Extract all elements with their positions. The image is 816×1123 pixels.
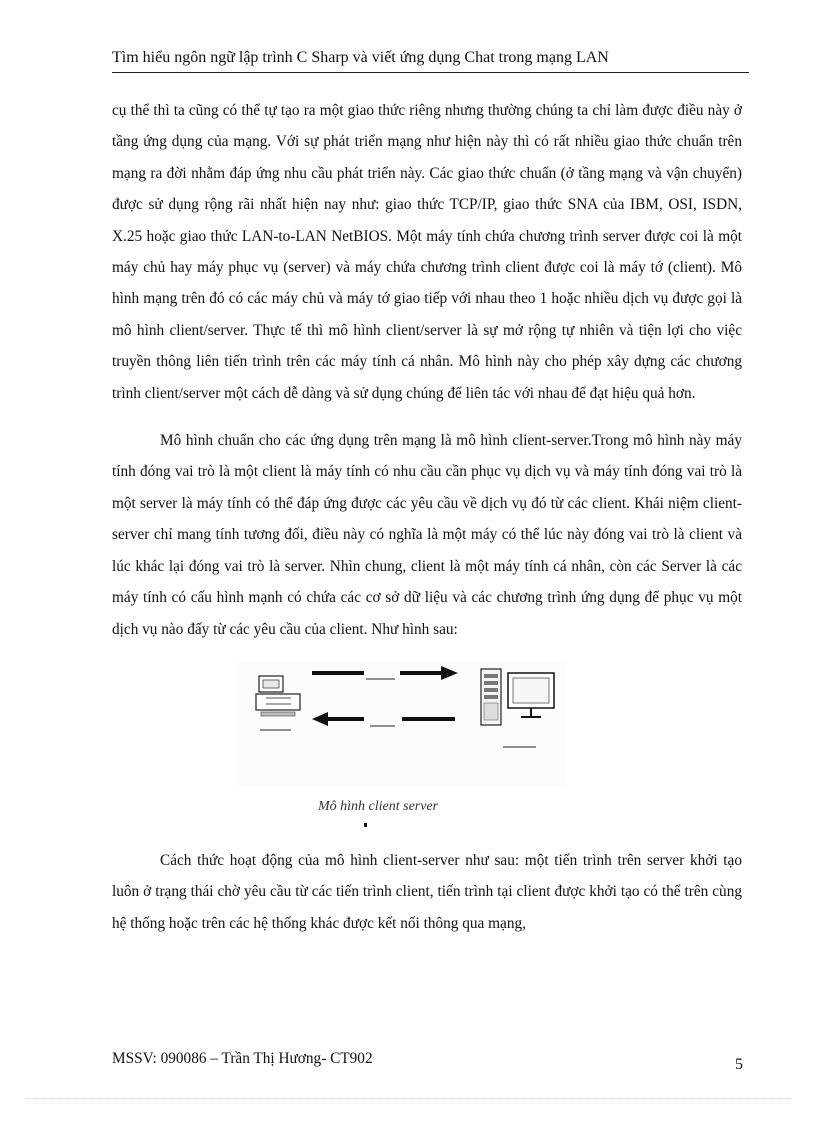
- page-number: 5: [735, 1056, 743, 1073]
- student-info: MSSV: 090086 – Trần Thị Hương- CT902: [112, 1050, 373, 1067]
- body-paragraph-2: Mô hình chuẩn cho các ứng dụng trên mạng là mô hình client-server.Trong mô hình này máy tính đóng vai trò là một client là máy tính có nhu cầu cần phục vụ dịch vụ và máy tính đóng vai trò là một server là máy tính có thể đáp ứng được các yêu cầu về dịch vụ đó từ các client. Khái niệm client-server chỉ mang tính tương đối, điều này có nghĩa là một máy có thể lúc này đóng vai trò là client và lúc khác lại đóng vai trò là server. Nhìn chung, client là một máy tính cá nhân, còn các Server là các máy tính có cấu hình mạnh có chứa các cơ sở dữ liệu và các chương trình ứng dụng để phục vụ một dịch vụ nào đấy từ các yêu cầu của client. Như hình sau:: [112, 432, 742, 638]
- figure-caption: Mô hình client server: [318, 798, 439, 814]
- server-computer-icon: [481, 669, 554, 747]
- client-server-figure: [112, 653, 742, 831]
- client-computer-icon: [256, 676, 300, 730]
- client-server-diagram: [236, 661, 566, 787]
- request-arrow-icon: [312, 666, 458, 680]
- header-title: Tìm hiểu ngôn ngữ lập trình C Sharp và viết ứng dụng Chat trong mạng LAN: [112, 49, 609, 66]
- page-footer: [112, 1047, 749, 1071]
- response-arrow-icon: [312, 712, 455, 726]
- page-header: [112, 46, 749, 73]
- caption-marker: [364, 823, 367, 827]
- body-paragraph-3: Cách thức hoạt động của mô hình client-server như sau: một tiến trình trên server khởi tạo luôn ở trạng thái chờ yêu cầu từ các tiến trình client, tiến trình tại client được khởi tạo có thể trên cùng hệ thống hoặc trên các hệ thống khác được kết nối thông qua mạng,: [112, 851, 742, 932]
- document-body: [112, 95, 742, 939]
- body-paragraph-1: cụ thể thì ta cũng có thể tự tạo ra một giao thức riêng nhưng thường chúng ta chỉ làm được điều này ở tầng ứng dụng của mạng. Với sự phát triển mạng như hiện này thì có rất nhiều giao thức chuẩn trên mạng ra đời nhằm đáp ứng nhu cầu phát triển này. Các giao thức chuẩn (ở tầng mạng và vận chuyển) được sử dụng rộng rãi nhất hiện nay như: giao thức TCP/IP, giao thức SNA của IBM, OSI, ISDN, X.25 hoặc giao thức LAN-to-LAN NetBIOS. Một máy tính chứa chương trình server được coi là một máy chủ hay máy phục vụ (server) và máy chứa chương trình client được coi là máy tớ (client). Mô hình mạng trên đó có các máy chủ và máy tớ giao tiếp với nhau theo 1 hoặc nhiều dịch vụ được gọi là mô hình client/server. Thực tế thì mô hình client/server là sự mở rộng tự nhiên và tiện lợi cho việc truyền thông liên tiến trình trên các máy tính cá nhân. Mô hình này cho phép xây dựng các chương trình client/server một cách dễ dàng và sử dụng chúng để liên tác với nhau để đạt hiệu quả hơn.: [112, 102, 742, 402]
- page-edge-line: [25, 1098, 791, 1099]
